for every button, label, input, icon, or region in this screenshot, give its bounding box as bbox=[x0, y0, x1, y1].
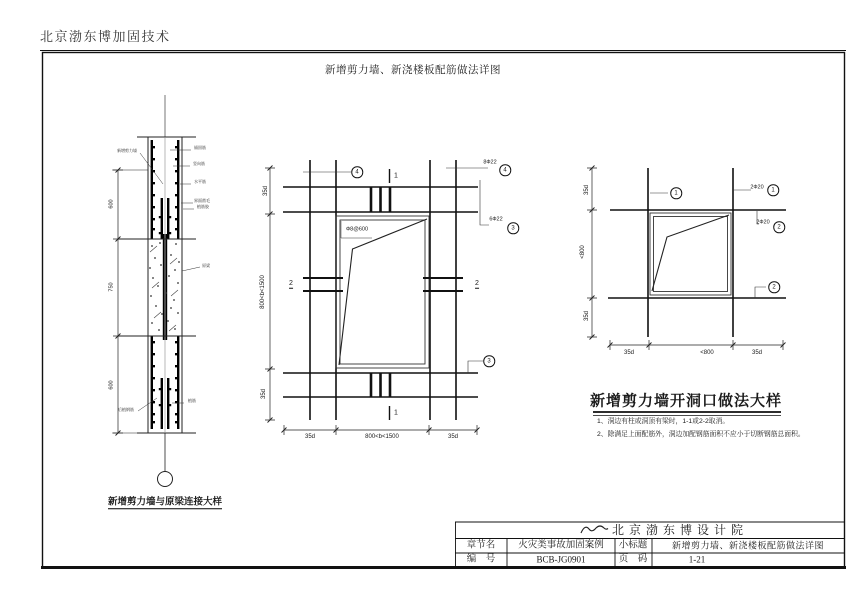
sheet-title: 新增剪力墙、新浇楼板配筋做法详图 bbox=[325, 63, 501, 76]
right-dim-chain bbox=[587, 166, 786, 351]
annotation-label: 竖向筋 bbox=[193, 161, 205, 166]
callout-bubble: 3 bbox=[483, 355, 495, 367]
dim-label: 35d bbox=[751, 350, 763, 356]
dim-label: 35d bbox=[584, 184, 590, 196]
dim-label: 600 bbox=[108, 380, 115, 390]
sheet-frame bbox=[40, 51, 846, 568]
dim-label: 35d bbox=[261, 388, 267, 400]
dim-label: 800<b<1500 bbox=[260, 275, 266, 309]
annotation-label: 锚固筋 bbox=[194, 145, 206, 150]
rebar-label: 6Ф22 bbox=[489, 216, 503, 223]
annotation-label: 植筋胶 bbox=[197, 204, 209, 209]
callout-bubble: 1 bbox=[767, 184, 779, 196]
section-mark-label: 2 bbox=[289, 279, 293, 287]
right-detail-heading: 新增剪力墙开洞口做法大样 bbox=[589, 392, 783, 410]
institute-name: 北京渤东博设计院 bbox=[611, 523, 749, 537]
dim-label: 750 bbox=[108, 282, 115, 292]
left-detail-caption: 新增剪力墙与原梁连接大样 bbox=[107, 496, 223, 508]
dim-label: 35d bbox=[447, 434, 459, 440]
chapter-key: 章节名 bbox=[466, 540, 496, 551]
note-line: 2、除满足上面配筋外，洞边加配钢筋面积不应小于切断钢筋总面积。 bbox=[597, 431, 805, 438]
callout-bubble: 4 bbox=[351, 166, 363, 178]
left-dim-chain bbox=[112, 168, 148, 436]
callout-bubble: 3 bbox=[507, 222, 519, 234]
dim-label: 35d bbox=[584, 310, 590, 322]
dim-label: 35d bbox=[304, 434, 316, 440]
rebar-label: 2Ф20 bbox=[756, 219, 770, 226]
annotation-label: 新增剪力墙 bbox=[117, 148, 137, 153]
callout-bubble: 2 bbox=[768, 281, 780, 293]
section-mark-label: 1 bbox=[394, 172, 398, 180]
dim-label: 35d bbox=[263, 185, 269, 197]
company-header: 北京渤东博加固技术 bbox=[40, 29, 171, 44]
section-mark-label: 2 bbox=[475, 279, 479, 287]
note-line: 1、洞边有柱或洞顶有梁时，1-1或2-2取消。 bbox=[597, 418, 730, 425]
number-value: BCB-JG0901 bbox=[536, 554, 586, 565]
right-detail-linework bbox=[587, 166, 786, 416]
rebar-label: Ф8@600 bbox=[346, 226, 368, 233]
callout-bubble: 4 bbox=[499, 164, 511, 176]
annotation-label: 后植钢筋 bbox=[118, 407, 134, 412]
subtitle-key: 小标题 bbox=[618, 540, 648, 551]
chapter-value: 火灾类事故加固案例 bbox=[518, 540, 604, 551]
rebar-label: 2Ф20 bbox=[750, 184, 764, 191]
number-key: 编 号 bbox=[466, 554, 496, 565]
dim-label: 35d bbox=[623, 350, 635, 356]
annotation-label: 界面凿毛 bbox=[194, 198, 210, 203]
annotation-label: 水平筋 bbox=[194, 179, 206, 184]
institute-logo bbox=[581, 526, 608, 533]
left-annotation-leaders bbox=[138, 150, 200, 411]
rebar-label: 8Ф22 bbox=[483, 159, 497, 166]
annotation-label: 原梁 bbox=[202, 263, 210, 268]
dim-label: 600 bbox=[108, 199, 115, 209]
annotation-label: 植筋 bbox=[188, 398, 196, 403]
dim-label: <800 bbox=[580, 245, 586, 259]
dim-label: <800 bbox=[700, 350, 714, 356]
section-mark-label: 1 bbox=[394, 409, 398, 417]
callout-bubble: 2 bbox=[773, 221, 785, 233]
subtitle-value: 新增剪力墙、新浇楼板配筋做法详图 bbox=[671, 540, 825, 551]
callout-bubble: 1 bbox=[670, 187, 682, 199]
page-value: 1-21 bbox=[688, 554, 706, 565]
dim-label: 800<b<1500 bbox=[365, 434, 399, 440]
left-detail-linework bbox=[112, 95, 200, 487]
page-key: 页 码 bbox=[618, 554, 648, 565]
middle-detail-linework bbox=[265, 160, 489, 435]
